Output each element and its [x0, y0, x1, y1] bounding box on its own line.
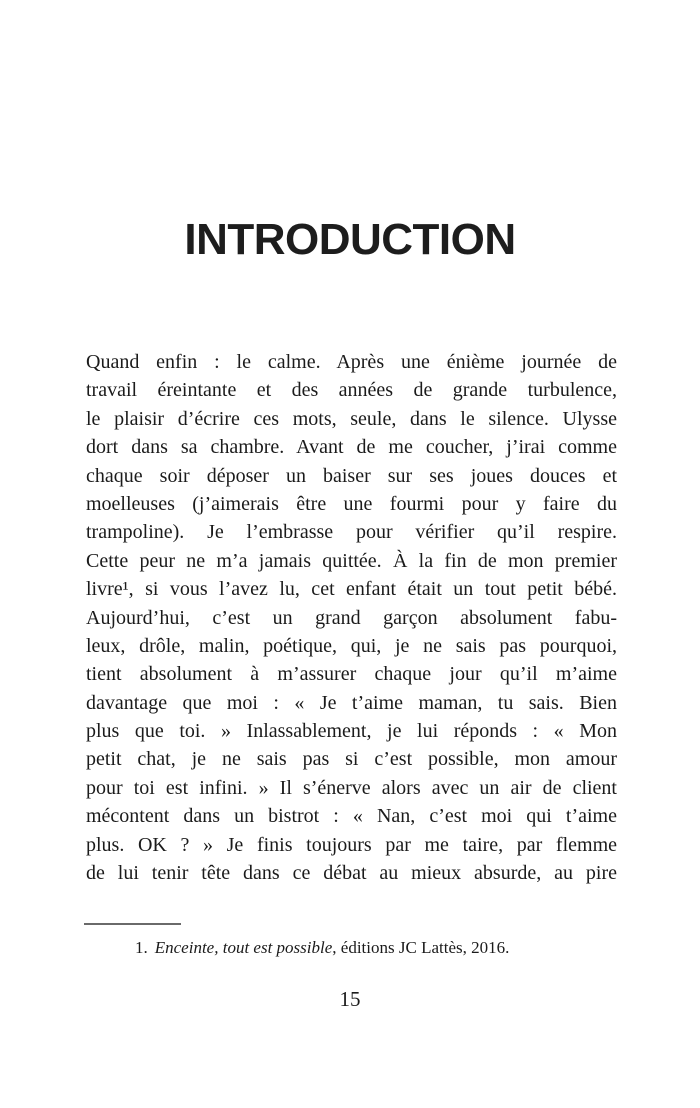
text-line: travail éreintante et des années de grande turbulence, [86, 379, 617, 402]
footnote-marker: 1. [135, 938, 148, 957]
text-line: trampoline). Je l’embrasse pour vérifier qu’il respire. [86, 521, 617, 544]
footnote-divider [84, 923, 181, 925]
chapter-title: INTRODUCTION [184, 215, 516, 264]
text-line: Cette peur ne m’a jamais quittée. À la fin de mon premier [86, 549, 617, 572]
text-line: Quand enfin : le calme. Après une énième journée de [86, 351, 617, 373]
text-line: tient absolument à m’assurer chaque jour qu’il m’aime [86, 663, 617, 686]
footnote-book-title: Enceinte, tout est possible [154, 938, 333, 957]
text-line: plus que toi. » Inlassablement, je lui réponds : « Mon [86, 720, 617, 743]
text-line: leux, drôle, malin, poétique, qui, je ne sais pas pourquoi, [86, 634, 617, 657]
text-line: davantage que moi : « Je t’aime maman, tu sais. Bien [86, 691, 617, 714]
text-line: mécontent dans un bistrot : « Nan, c’est moi qui t’aime [86, 805, 617, 828]
page-number: 15 [339, 987, 361, 1011]
text-line: dort dans sa chambre. Avant de me coucher, j’irai comme [86, 436, 617, 459]
text-line: Aujourd’hui, c’est un grand garçon absolument fabu- [86, 606, 617, 629]
footnote [86, 936, 617, 960]
text-line: pour toi est infini. » Il s’énerve alors avec un air de client [86, 776, 617, 799]
text-line: petit chat, je ne sais pas si c’est possible, mon amour [86, 748, 617, 771]
footnote-publisher-text: , éditions JC Lattès, 2016. [332, 938, 510, 957]
text-line: de lui tenir tête dans ce débat au mieux absurde, au pire [86, 862, 617, 885]
text-line: chaque soir déposer un baiser sur ses joues douces et [86, 464, 617, 487]
text-line: plus. OK ? » Je finis toujours par me taire, par flemme [86, 833, 617, 856]
text-line: moelleuses (j’aimerais être une fourmi pour y faire du [86, 492, 617, 515]
text-line: le plaisir d’écrire ces mots, seule, dans le silence. Ulysse [86, 407, 617, 430]
text-line: livre¹, si vous l’avez lu, cet enfant était un tout petit bébé. [86, 578, 617, 601]
paragraph [86, 348, 617, 887]
